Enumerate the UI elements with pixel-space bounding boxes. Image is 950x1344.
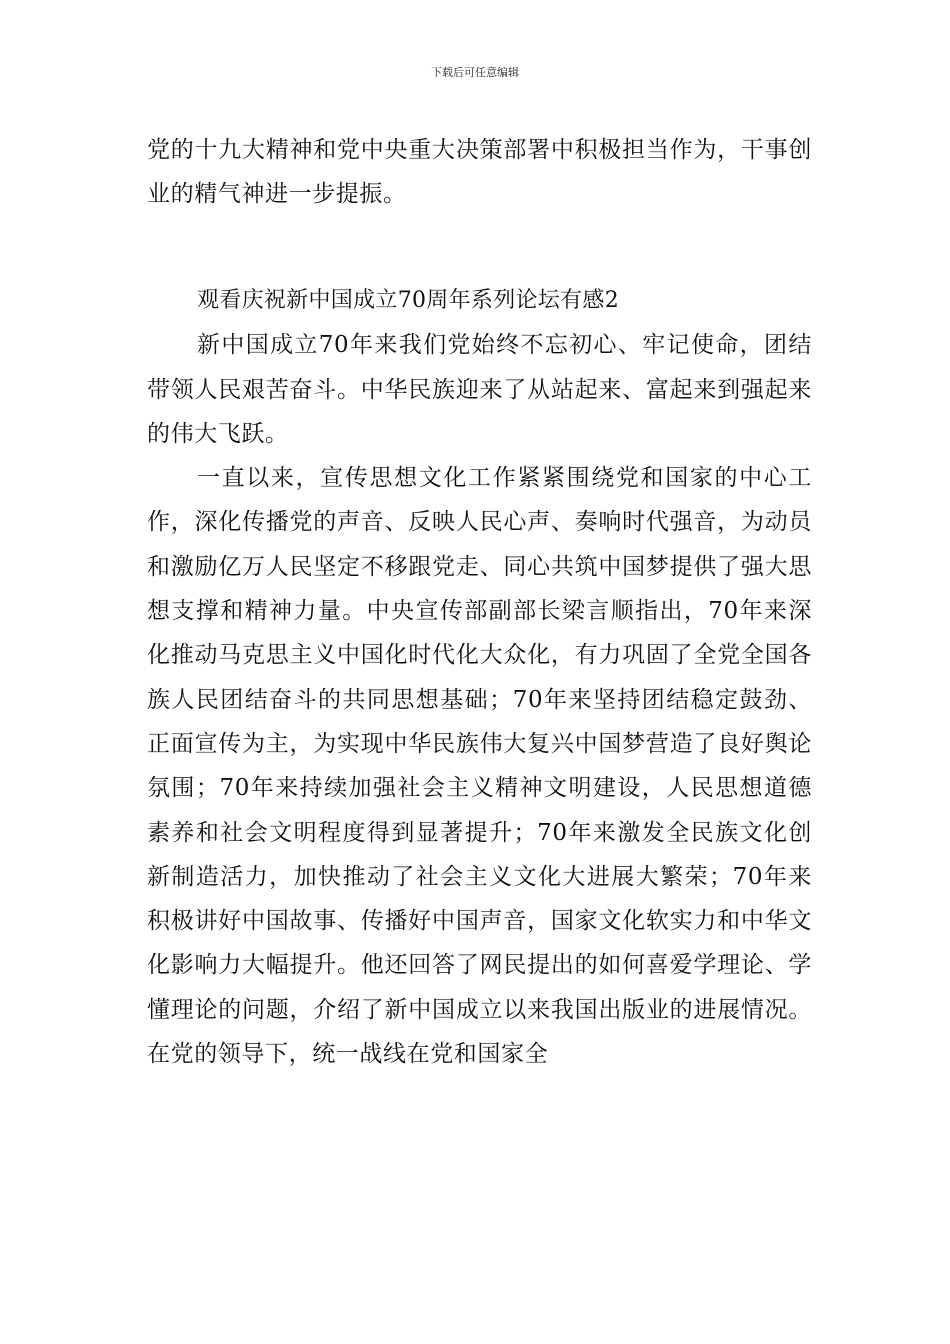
section-title: 观看庆祝新中国成立70周年系列论坛有感2 [197,288,619,313]
page-header: 下载后可任意编辑 [431,66,519,79]
continuation-block [147,128,812,217]
continuation-paragraph: 党的十九大精神和党中央重大决策部署中积极担当作为，干事创业的精气神进一步提振。 [147,137,812,208]
paragraph-1: 新中国成立70年来我们党始终不忘初心、牢记使命，团结带领人民艰苦奋斗。中华民族迎来了从站起来、富起来到强起来的伟大飞跃。 [147,332,812,447]
article-section [147,279,812,1076]
paragraph-2: 一直以来，宣传思想文化工作紧紧围绕党和国家的中心工作，深化传播党的声音、反映人民心声、奏响时代强音，为动员和激励亿万人民坚定不移跟党走、同心共筑中国梦提供了强大思想支撑和精神力量。中央宣传部副部长梁言顺指出，70年来深化推动马克思主义中国化时代化大众化，有力巩固了全党全国各族人民团结奋斗的共同思想基础；70年来坚持团结稳定鼓劲、正面宣传为主，为实现中华民族伟大复兴中国梦营造了良好舆论氛围；70年来持续加强社会主义精神文明建设，人民思想道德素养和社会文明程度得到显著提升；70年来激发全民族文化创新制造活力，加快推动了社会主义文化大进展大繁荣；70年来积极讲好中国故事、传播好中国声音，国家文化软实力和中华文化影响力大幅提升。他还回答了网民提出的如何喜爱学理论、学懂理论的问题，介绍了新中国成立以来我国出版业的进展情况。在党的领导下，统一战线在党和国家全 [147,465,812,1068]
